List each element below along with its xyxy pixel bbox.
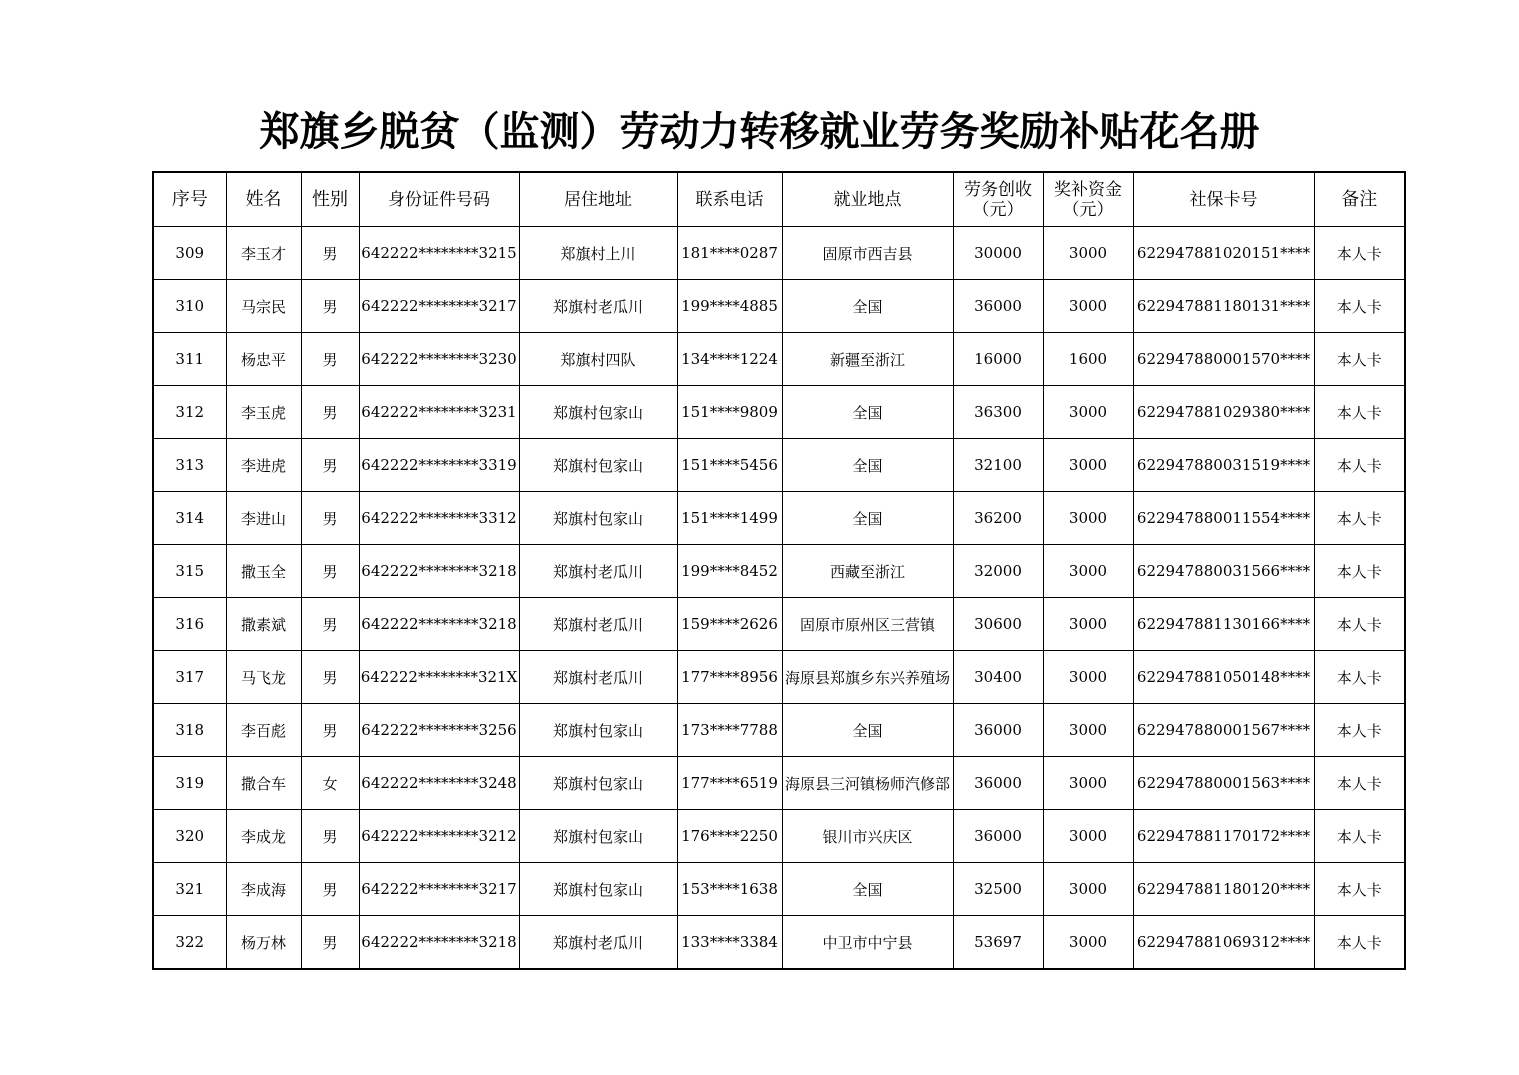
work-location-cell: 固原市原州区三营镇 xyxy=(782,598,953,651)
gender-cell: 男 xyxy=(301,651,359,704)
address-cell: 郑旗村老瓜川 xyxy=(519,280,677,333)
remark-cell: 本人卡 xyxy=(1314,439,1405,492)
index-cell: 309 xyxy=(153,227,226,280)
table-row xyxy=(153,863,1405,916)
id-number-cell: 642222********3215 xyxy=(359,227,519,280)
index-cell: 316 xyxy=(153,598,226,651)
social-card-cell: 622947880001567**** xyxy=(1133,704,1314,757)
phone-cell: 176****2250 xyxy=(677,810,782,863)
labor-income-cell: 32100 xyxy=(953,439,1043,492)
name-cell: 李玉才 xyxy=(226,227,301,280)
address-cell: 郑旗村老瓜川 xyxy=(519,651,677,704)
work-location-cell: 全国 xyxy=(782,280,953,333)
gender-cell: 女 xyxy=(301,757,359,810)
subsidy-label: 奖补资金 xyxy=(1054,179,1122,200)
address-cell: 郑旗村包家山 xyxy=(519,810,677,863)
table-row xyxy=(153,757,1405,810)
address-cell: 郑旗村包家山 xyxy=(519,757,677,810)
id-number-cell: 642222********3217 xyxy=(359,863,519,916)
table-row xyxy=(153,704,1405,757)
name-cell: 李百彪 xyxy=(226,704,301,757)
phone-cell: 177****6519 xyxy=(677,757,782,810)
name-cell: 撒玉全 xyxy=(226,545,301,598)
gender-cell: 男 xyxy=(301,386,359,439)
address-cell: 郑旗村包家山 xyxy=(519,492,677,545)
subsidy-roster-table xyxy=(152,171,1406,970)
table-row xyxy=(153,280,1405,333)
name-cell: 李进虎 xyxy=(226,439,301,492)
column-header-remark: 备注 xyxy=(1314,172,1405,227)
social-card-cell: 622947881050148**** xyxy=(1133,651,1314,704)
index-cell: 314 xyxy=(153,492,226,545)
work-location-cell: 西藏至浙江 xyxy=(782,545,953,598)
id-number-cell: 642222********3218 xyxy=(359,545,519,598)
name-cell: 李进山 xyxy=(226,492,301,545)
phone-cell: 159****2626 xyxy=(677,598,782,651)
labor-income-cell: 53697 xyxy=(953,916,1043,970)
labor-income-cell: 30400 xyxy=(953,651,1043,704)
remark-cell: 本人卡 xyxy=(1314,704,1405,757)
name-cell: 杨忠平 xyxy=(226,333,301,386)
document-title: 郑旗乡脱贫（监测）劳动力转移就业劳务奖励补贴花名册 xyxy=(259,108,1260,155)
social-card-cell: 622947880031519**** xyxy=(1133,439,1314,492)
phone-cell: 151****5456 xyxy=(677,439,782,492)
work-location-cell: 全国 xyxy=(782,492,953,545)
address-cell: 郑旗村四队 xyxy=(519,333,677,386)
social-card-cell: 622947881180131**** xyxy=(1133,280,1314,333)
phone-cell: 153****1638 xyxy=(677,863,782,916)
column-header-index: 序号 xyxy=(153,172,226,227)
gender-cell: 男 xyxy=(301,439,359,492)
id-number-cell: 642222********3230 xyxy=(359,333,519,386)
name-cell: 杨万林 xyxy=(226,916,301,970)
work-location-cell: 全国 xyxy=(782,439,953,492)
work-location-cell: 新疆至浙江 xyxy=(782,333,953,386)
table-row xyxy=(153,227,1405,280)
gender-cell: 男 xyxy=(301,227,359,280)
table-row xyxy=(153,810,1405,863)
phone-cell: 181****0287 xyxy=(677,227,782,280)
phone-cell: 199****8452 xyxy=(677,545,782,598)
remark-cell: 本人卡 xyxy=(1314,545,1405,598)
table-row xyxy=(153,545,1405,598)
subsidy-cell: 3000 xyxy=(1043,439,1133,492)
name-cell: 李成龙 xyxy=(226,810,301,863)
labor-income-cell: 30000 xyxy=(953,227,1043,280)
work-location-cell: 海原县三河镇杨师汽修部 xyxy=(782,757,953,810)
remark-cell: 本人卡 xyxy=(1314,386,1405,439)
index-cell: 310 xyxy=(153,280,226,333)
gender-cell: 男 xyxy=(301,333,359,386)
index-cell: 311 xyxy=(153,333,226,386)
subsidy-cell: 3000 xyxy=(1043,545,1133,598)
id-number-cell: 642222********321X xyxy=(359,651,519,704)
labor-income-cell: 30600 xyxy=(953,598,1043,651)
labor-income-cell: 36200 xyxy=(953,492,1043,545)
remark-cell: 本人卡 xyxy=(1314,227,1405,280)
address-cell: 郑旗村上川 xyxy=(519,227,677,280)
table-row xyxy=(153,651,1405,704)
subsidy-cell: 3000 xyxy=(1043,598,1133,651)
phone-cell: 177****8956 xyxy=(677,651,782,704)
id-number-cell: 642222********3248 xyxy=(359,757,519,810)
work-location-cell: 银川市兴庆区 xyxy=(782,810,953,863)
table-row xyxy=(153,333,1405,386)
work-location-cell: 全国 xyxy=(782,704,953,757)
table-row xyxy=(153,439,1405,492)
subsidy-cell: 3000 xyxy=(1043,651,1133,704)
labor-income-cell: 36300 xyxy=(953,386,1043,439)
address-cell: 郑旗村包家山 xyxy=(519,386,677,439)
subsidy-cell: 3000 xyxy=(1043,757,1133,810)
column-header-gender: 性别 xyxy=(301,172,359,227)
social-card-cell: 622947881029380**** xyxy=(1133,386,1314,439)
index-cell: 321 xyxy=(153,863,226,916)
index-cell: 312 xyxy=(153,386,226,439)
social-card-cell: 622947881130166**** xyxy=(1133,598,1314,651)
column-header-social-card: 社保卡号 xyxy=(1133,172,1314,227)
name-cell: 撒素斌 xyxy=(226,598,301,651)
subsidy-cell: 3000 xyxy=(1043,704,1133,757)
table-row xyxy=(153,916,1405,970)
remark-cell: 本人卡 xyxy=(1314,280,1405,333)
remark-cell: 本人卡 xyxy=(1314,916,1405,970)
address-cell: 郑旗村包家山 xyxy=(519,704,677,757)
id-number-cell: 642222********3312 xyxy=(359,492,519,545)
labor-income-unit: （元） xyxy=(972,199,1024,220)
subsidy-cell: 3000 xyxy=(1043,492,1133,545)
address-cell: 郑旗村包家山 xyxy=(519,439,677,492)
remark-cell: 本人卡 xyxy=(1314,651,1405,704)
phone-cell: 133****3384 xyxy=(677,916,782,970)
gender-cell: 男 xyxy=(301,492,359,545)
gender-cell: 男 xyxy=(301,916,359,970)
work-location-cell: 固原市西吉县 xyxy=(782,227,953,280)
id-number-cell: 642222********3218 xyxy=(359,916,519,970)
header-row xyxy=(153,172,1405,227)
index-cell: 320 xyxy=(153,810,226,863)
id-number-cell: 642222********3319 xyxy=(359,439,519,492)
index-cell: 318 xyxy=(153,704,226,757)
subsidy-cell: 3000 xyxy=(1043,916,1133,970)
address-cell: 郑旗村老瓜川 xyxy=(519,598,677,651)
work-location-cell: 全国 xyxy=(782,863,953,916)
gender-cell: 男 xyxy=(301,863,359,916)
gender-cell: 男 xyxy=(301,598,359,651)
column-header-phone: 联系电话 xyxy=(677,172,782,227)
social-card-cell: 622947880001563**** xyxy=(1133,757,1314,810)
work-location-cell: 中卫市中宁县 xyxy=(782,916,953,970)
social-card-cell: 622947881170172**** xyxy=(1133,810,1314,863)
subsidy-cell: 3000 xyxy=(1043,280,1133,333)
index-cell: 317 xyxy=(153,651,226,704)
address-cell: 郑旗村包家山 xyxy=(519,863,677,916)
subsidy-cell: 3000 xyxy=(1043,386,1133,439)
subsidy-unit: （元） xyxy=(1062,199,1114,220)
table-row xyxy=(153,386,1405,439)
phone-cell: 151****9809 xyxy=(677,386,782,439)
labor-income-cell: 32500 xyxy=(953,863,1043,916)
work-location-cell: 海原县郑旗乡东兴养殖场 xyxy=(782,651,953,704)
labor-income-cell: 36000 xyxy=(953,810,1043,863)
social-card-cell: 622947881180120**** xyxy=(1133,863,1314,916)
table-row xyxy=(153,598,1405,651)
id-number-cell: 642222********3231 xyxy=(359,386,519,439)
roster-body xyxy=(153,227,1405,970)
column-header-address: 居住地址 xyxy=(519,172,677,227)
gender-cell: 男 xyxy=(301,810,359,863)
remark-cell: 本人卡 xyxy=(1314,492,1405,545)
index-cell: 322 xyxy=(153,916,226,970)
subsidy-cell: 3000 xyxy=(1043,227,1133,280)
gender-cell: 男 xyxy=(301,545,359,598)
name-cell: 马飞龙 xyxy=(226,651,301,704)
subsidy-cell: 1600 xyxy=(1043,333,1133,386)
index-cell: 319 xyxy=(153,757,226,810)
social-card-cell: 622947881020151**** xyxy=(1133,227,1314,280)
phone-cell: 199****4885 xyxy=(677,280,782,333)
remark-cell: 本人卡 xyxy=(1314,333,1405,386)
remark-cell: 本人卡 xyxy=(1314,757,1405,810)
social-card-cell: 622947880011554**** xyxy=(1133,492,1314,545)
remark-cell: 本人卡 xyxy=(1314,863,1405,916)
subsidy-cell: 3000 xyxy=(1043,810,1133,863)
labor-income-cell: 16000 xyxy=(953,333,1043,386)
index-cell: 315 xyxy=(153,545,226,598)
remark-cell: 本人卡 xyxy=(1314,598,1405,651)
labor-income-cell: 36000 xyxy=(953,280,1043,333)
phone-cell: 134****1224 xyxy=(677,333,782,386)
table-row xyxy=(153,492,1405,545)
name-cell: 马宗民 xyxy=(226,280,301,333)
gender-cell: 男 xyxy=(301,280,359,333)
id-number-cell: 642222********3256 xyxy=(359,704,519,757)
address-cell: 郑旗村老瓜川 xyxy=(519,545,677,598)
address-cell: 郑旗村老瓜川 xyxy=(519,916,677,970)
index-cell: 313 xyxy=(153,439,226,492)
social-card-cell: 622947880031566**** xyxy=(1133,545,1314,598)
work-location-cell: 全国 xyxy=(782,386,953,439)
id-number-cell: 642222********3212 xyxy=(359,810,519,863)
column-header-subsidy xyxy=(1043,172,1133,227)
id-number-cell: 642222********3217 xyxy=(359,280,519,333)
name-cell: 李玉虎 xyxy=(226,386,301,439)
name-cell: 撒合车 xyxy=(226,757,301,810)
labor-income-cell: 36000 xyxy=(953,757,1043,810)
labor-income-cell: 32000 xyxy=(953,545,1043,598)
social-card-cell: 622947881069312**** xyxy=(1133,916,1314,970)
remark-cell: 本人卡 xyxy=(1314,810,1405,863)
name-cell: 李成海 xyxy=(226,863,301,916)
column-header-work-location: 就业地点 xyxy=(782,172,953,227)
labor-income-cell: 36000 xyxy=(953,704,1043,757)
subsidy-cell: 3000 xyxy=(1043,863,1133,916)
column-header-id-number: 身份证件号码 xyxy=(359,172,519,227)
labor-income-label: 劳务创收 xyxy=(964,179,1032,200)
gender-cell: 男 xyxy=(301,704,359,757)
id-number-cell: 642222********3218 xyxy=(359,598,519,651)
phone-cell: 151****1499 xyxy=(677,492,782,545)
column-header-name: 姓名 xyxy=(226,172,301,227)
social-card-cell: 622947880001570**** xyxy=(1133,333,1314,386)
phone-cell: 173****7788 xyxy=(677,704,782,757)
column-header-labor-income xyxy=(953,172,1043,227)
